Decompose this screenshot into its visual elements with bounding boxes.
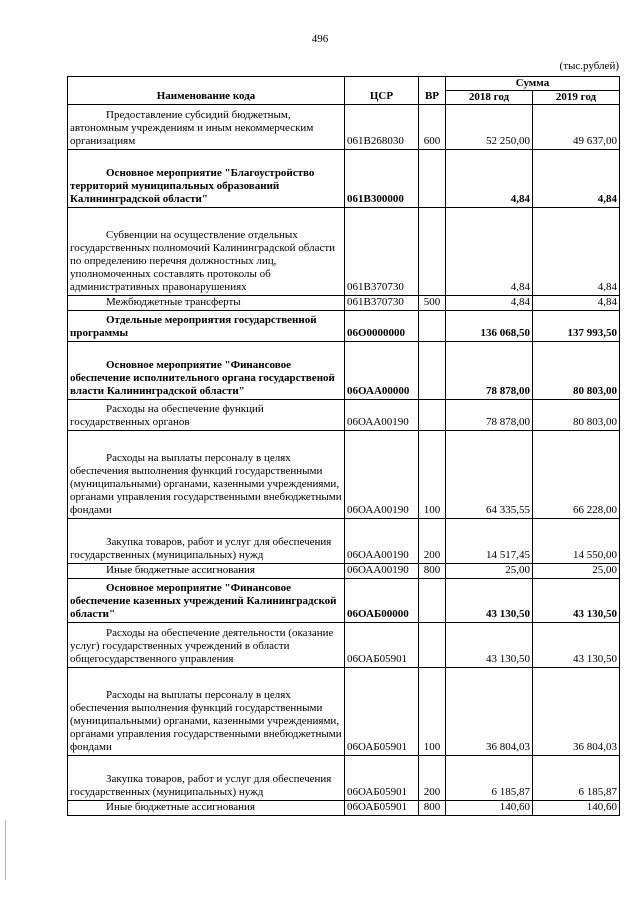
- header-name: Наименование кода: [68, 77, 345, 105]
- row-vr: [419, 311, 446, 342]
- row-2018: 25,00: [446, 564, 533, 579]
- row-vr: [419, 579, 446, 623]
- row-vr: 600: [419, 105, 446, 150]
- row-vr: 500: [419, 296, 446, 311]
- row-csr: 06ОАА00190: [345, 431, 419, 519]
- row-vr: 200: [419, 519, 446, 564]
- row-csr: 06ОАБ05901: [345, 801, 419, 816]
- row-csr: 06ОАБ05901: [345, 668, 419, 756]
- row-2018: 140,60: [446, 801, 533, 816]
- table-row: [68, 208, 620, 296]
- table-row: [68, 801, 620, 816]
- row-vr: [419, 400, 446, 431]
- row-name: Субвенции на осуществление отдельных государственных полномочий Калининградской области по определению перечня должностных лиц, уполномоченных составлять протоколы об административных правонарушениях: [68, 208, 345, 296]
- row-2019: 25,00: [533, 564, 620, 579]
- page-number: 496: [311, 33, 329, 45]
- row-vr: 800: [419, 564, 446, 579]
- row-name: Предоставление субсидий бюджетным, автономным учреждениям и иным некоммерческим организациям: [68, 105, 345, 150]
- row-name: Основное мероприятие "Финансовое обеспечение исполнительного органа государственой власти Калининградской области": [68, 342, 345, 400]
- row-name: Основное мероприятие "Финансовое обеспечение казенных учреждений Калининградской области": [68, 579, 345, 623]
- row-csr: 06О0000000: [345, 311, 419, 342]
- table-row: [68, 564, 620, 579]
- row-name: Отдельные мероприятия государственной программы: [68, 311, 345, 342]
- row-2019: 140,60: [533, 801, 620, 816]
- row-csr: 06ОАА00000: [345, 342, 419, 400]
- table-row: [68, 431, 620, 519]
- row-2018: 78 878,00: [446, 342, 533, 400]
- table-row: [68, 668, 620, 756]
- row-csr: 06ОАБ05901: [345, 623, 419, 668]
- row-2018: 43 130,50: [446, 623, 533, 668]
- row-name: Иные бюджетные ассигнования: [68, 801, 345, 816]
- row-2018: 4,84: [446, 150, 533, 208]
- table-row: [68, 105, 620, 150]
- row-name: Межбюджетные трансферты: [68, 296, 345, 311]
- row-2019: 36 804,03: [533, 668, 620, 756]
- scan-edge-mark: [5, 820, 6, 880]
- row-2019: 6 185,87: [533, 756, 620, 801]
- table-row: [68, 756, 620, 801]
- row-vr: [419, 623, 446, 668]
- row-2019: 4,84: [533, 208, 620, 296]
- row-name: Расходы на обеспечение функций государственных органов: [68, 400, 345, 431]
- table-row: [68, 150, 620, 208]
- row-vr: 200: [419, 756, 446, 801]
- row-2019: 80 803,00: [533, 342, 620, 400]
- row-csr: 06ОАБ00000: [345, 579, 419, 623]
- row-2018: 6 185,87: [446, 756, 533, 801]
- row-2018: 36 804,03: [446, 668, 533, 756]
- row-2019: 43 130,50: [533, 623, 620, 668]
- table-row: [68, 519, 620, 564]
- row-vr: 100: [419, 668, 446, 756]
- row-2018: 14 517,45: [446, 519, 533, 564]
- table-row: [68, 623, 620, 668]
- row-2019: 4,84: [533, 150, 620, 208]
- row-name: Расходы на выплаты персоналу в целях обеспечения выполнения функций государственными (муниципальными) органами, казенными учреждениями, органами управления государственными внебюджетными фондами: [68, 431, 345, 519]
- row-name: Закупка товаров, работ и услуг для обеспечения государственных (муниципальных) нужд: [68, 519, 345, 564]
- row-2018: 64 335,55: [446, 431, 533, 519]
- table-row: [68, 342, 620, 400]
- header-csr: ЦСР: [345, 77, 419, 105]
- table-row: [68, 579, 620, 623]
- row-csr: 06ОАА00190: [345, 519, 419, 564]
- row-2018: 78 878,00: [446, 400, 533, 431]
- units-label: (тыс.рублей): [559, 60, 619, 72]
- row-csr: 06ОАБ05901: [345, 756, 419, 801]
- row-vr: [419, 150, 446, 208]
- row-csr: 061В370730: [345, 296, 419, 311]
- row-name: Основное мероприятие "Благоустройство территорий муниципальных образований Калининградской области": [68, 150, 345, 208]
- row-2019: 43 130,50: [533, 579, 620, 623]
- row-2019: 4,84: [533, 296, 620, 311]
- table-row: [68, 296, 620, 311]
- header-sum: Сумма: [446, 77, 620, 91]
- header-2018: 2018 год: [446, 91, 533, 105]
- budget-table: [67, 76, 620, 816]
- row-2019: 66 228,00: [533, 431, 620, 519]
- row-2018: 43 130,50: [446, 579, 533, 623]
- table-row: [68, 311, 620, 342]
- row-2018: 4,84: [446, 208, 533, 296]
- row-2019: 137 993,50: [533, 311, 620, 342]
- row-2019: 80 803,00: [533, 400, 620, 431]
- row-2019: 49 637,00: [533, 105, 620, 150]
- row-2018: 52 250,00: [446, 105, 533, 150]
- row-csr: 06ОАА00190: [345, 400, 419, 431]
- header-vr: ВР: [419, 77, 446, 105]
- row-name: Закупка товаров, работ и услуг для обеспечения государственных (муниципальных) нужд: [68, 756, 345, 801]
- table-row: [68, 400, 620, 431]
- row-vr: [419, 208, 446, 296]
- row-csr: 061В370730: [345, 208, 419, 296]
- row-csr: 06ОАА00190: [345, 564, 419, 579]
- row-2018: 4,84: [446, 296, 533, 311]
- row-name: Расходы на выплаты персоналу в целях обеспечения выполнения функций государственными (муниципальными) органами, казенными учреждениями, органами управления государственными внебюджетными фондами: [68, 668, 345, 756]
- row-csr: 061В268030: [345, 105, 419, 150]
- row-vr: [419, 342, 446, 400]
- row-2018: 136 068,50: [446, 311, 533, 342]
- row-name: Иные бюджетные ассигнования: [68, 564, 345, 579]
- row-name: Расходы на обеспечение деятельности (оказание услуг) государственных учреждений в области общегосударственного управления: [68, 623, 345, 668]
- row-csr: 061В300000: [345, 150, 419, 208]
- row-2019: 14 550,00: [533, 519, 620, 564]
- header-2019: 2019 год: [533, 91, 620, 105]
- row-vr: 800: [419, 801, 446, 816]
- row-vr: 100: [419, 431, 446, 519]
